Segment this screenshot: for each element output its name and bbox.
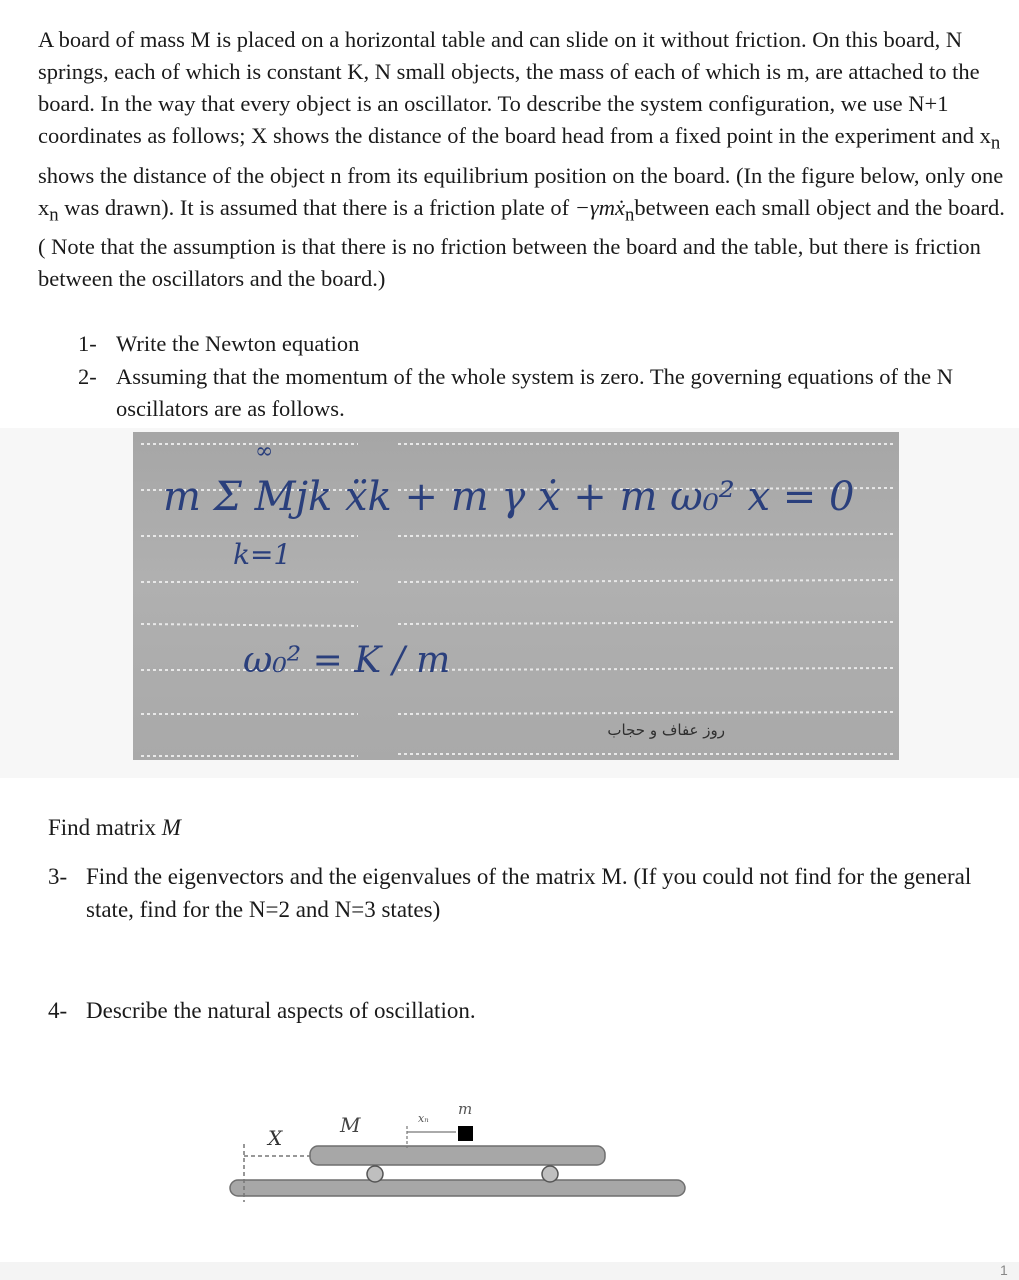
handwritten-equation-photo — [133, 432, 899, 760]
matrix-symbol: M — [161, 815, 181, 840]
board — [310, 1146, 605, 1165]
friction-subscript: n — [625, 204, 635, 225]
find-matrix-instruction — [48, 812, 181, 844]
intro-part-4: between each small object and the board.( Note that the assumption is that there is no friction between the board and the table, but there is friction between the oscillators and the board.) — [38, 194, 1005, 291]
question-number: 4- — [48, 998, 68, 1023]
sum-lower-limit: k=1 — [233, 538, 292, 571]
find-matrix-prefix: Find matrix — [48, 815, 162, 840]
wheel-right — [542, 1166, 558, 1182]
omega-definition: ω₀² = K / m — [243, 640, 451, 681]
question-number: 1- — [78, 331, 97, 356]
intro-part-3: was drawn). It is assumed that there is a friction plate of — [58, 194, 575, 220]
table — [230, 1180, 685, 1196]
board-oscillator-diagram — [220, 1090, 690, 1210]
small-mass — [458, 1126, 473, 1141]
label-X: X — [268, 1126, 283, 1150]
label-m: m — [458, 1100, 473, 1118]
intro-part-1: A board of mass M is placed on a horizontal table and can slide on it without friction. On this board, N springs, each of which is constant K, N small objects, the mass of each of which is m, are attached to the board. In the way that every object is an oscillator. To describe the system configuration, we use N+1 coordinates as follows; X shows the distance of the board head from a fixed point in the experiment and x — [38, 27, 991, 148]
label-M: M — [340, 1113, 361, 1137]
question-text: Describe the natural aspects of oscillation. — [86, 998, 476, 1023]
question-text: Assuming that the momentum of the whole system is zero. The governing equations of the N oscillators are as follows. — [116, 364, 953, 421]
notebook-lines — [133, 432, 899, 760]
question-number: 3- — [48, 864, 68, 889]
sum-upper-limit: ∞ — [255, 439, 274, 464]
subscript-n: n — [49, 204, 59, 225]
question-text: Write the Newton equation — [116, 331, 360, 356]
question-text: Find the eigenvectors and the eigenvalues of the matrix M. (If you could not find for the general state, find for the N=2 and N=3 states) — [86, 864, 972, 922]
friction-expression: −γmẋ — [574, 194, 626, 220]
page-number: 1 — [1000, 1262, 1008, 1278]
problem-statement — [38, 24, 1008, 295]
label-xn: xₙ — [418, 1112, 429, 1125]
wheel-left — [367, 1166, 383, 1182]
handwritten-equation: m Σ Mjk ẍk + m γ ẋ + m ω₀² x = 0 — [163, 474, 855, 520]
intro-part-2: shows the distance of the object n from its equilibrium position on the board. (In the figure below, only one x — [38, 162, 1004, 220]
question-number: 2- — [78, 364, 97, 389]
subscript-n: n — [990, 132, 1001, 154]
persian-footer: روز عفاف و حجاب — [607, 721, 725, 739]
